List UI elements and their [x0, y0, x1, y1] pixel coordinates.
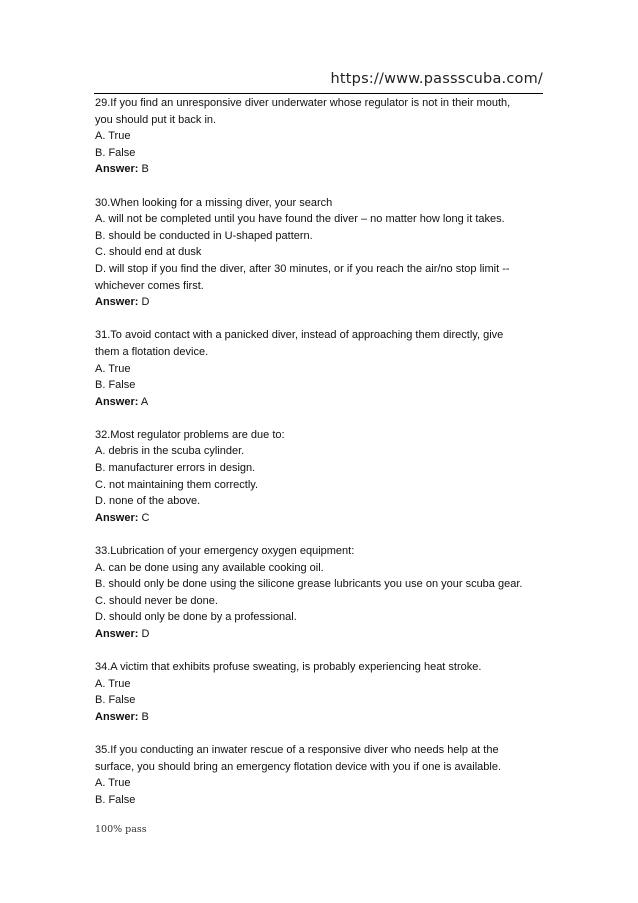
question-34 [95, 659, 545, 725]
answer-line [95, 161, 545, 178]
option: B. False [95, 694, 136, 707]
question-stem: 31.To avoid contact with a panicked diver, instead of approaching them directly, give [95, 329, 504, 342]
answer-value: C [141, 511, 150, 524]
option: A. True [95, 362, 131, 375]
option: A. can be done using any available cooking oil. [95, 561, 324, 574]
answer-line [95, 709, 545, 726]
header-rule [94, 93, 543, 94]
footer-text: 100% pass [95, 824, 147, 835]
question-stem: you should put it back in. [95, 113, 217, 126]
option: D. will stop if you find the diver, after 30 minutes, or if you reach the air/no stop limit -- [95, 262, 510, 275]
option: C. not maintaining them correctly. [95, 478, 259, 491]
question-30 [95, 195, 545, 311]
option: B. manufacturer errors in design. [95, 462, 256, 475]
option: A. debris in the scuba cylinder. [95, 445, 245, 458]
question-stem: 33.Lubrication of your emergency oxygen equipment: [95, 545, 355, 558]
option: A. True [95, 777, 131, 790]
answer-label: Answer: [95, 511, 139, 524]
option: whichever comes first. [95, 279, 204, 292]
option: B. should only be done using the silicone grease lubricants you use on your scuba gear. [95, 578, 523, 591]
option: C. should end at dusk [95, 246, 202, 259]
question-stem: surface, you should bring an emergency flotation device with you if one is available. [95, 760, 502, 773]
option: A. will not be completed until you have found the diver – no matter how long it takes. [95, 213, 505, 226]
header-url: https://www.passscuba.com/ [330, 71, 543, 87]
answer-value: D [141, 296, 150, 309]
question-stem: them a flotation device. [95, 345, 209, 358]
question-32 [95, 427, 545, 527]
answer-label: Answer: [95, 710, 139, 723]
question-29 [95, 95, 545, 178]
question-31 [95, 327, 545, 410]
question-35 [95, 742, 545, 808]
question-stem: 32.Most regulator problems are due to: [95, 428, 285, 441]
option: B. False [95, 793, 136, 806]
option: A. True [95, 130, 131, 143]
option: A. True [95, 677, 131, 690]
answer-value: B [141, 163, 149, 176]
answer-line [95, 626, 545, 643]
option: D. should only be done by a professional. [95, 611, 297, 624]
question-stem: 35.If you conducting an inwater rescue of a responsive diver who needs help at the [95, 744, 499, 757]
option: B. should be conducted in U-shaped pattern. [95, 229, 313, 242]
answer-label: Answer: [95, 163, 139, 176]
answer-value: B [141, 710, 149, 723]
question-stem: 34.A victim that exhibits profuse sweating, is probably experiencing heat stroke. [95, 661, 482, 674]
answer-value: A [140, 395, 149, 408]
option: C. should never be done. [95, 594, 218, 607]
answer-line [95, 510, 545, 527]
question-stem: 29.If you find an unresponsive diver underwater whose regulator is not in their mouth, [95, 97, 511, 109]
option: B. False [95, 379, 136, 392]
answer-value: D [141, 628, 150, 640]
question-list [95, 95, 545, 825]
answer-line [95, 394, 545, 411]
answer-line [95, 294, 545, 311]
question-33 [95, 543, 545, 643]
answer-label: Answer: [95, 395, 139, 408]
answer-label: Answer: [95, 296, 139, 309]
option: D. none of the above. [95, 495, 201, 508]
answer-label: Answer: [95, 628, 139, 640]
question-stem: 30.When looking for a missing diver, your search [95, 196, 333, 209]
option: B. False [95, 146, 136, 159]
